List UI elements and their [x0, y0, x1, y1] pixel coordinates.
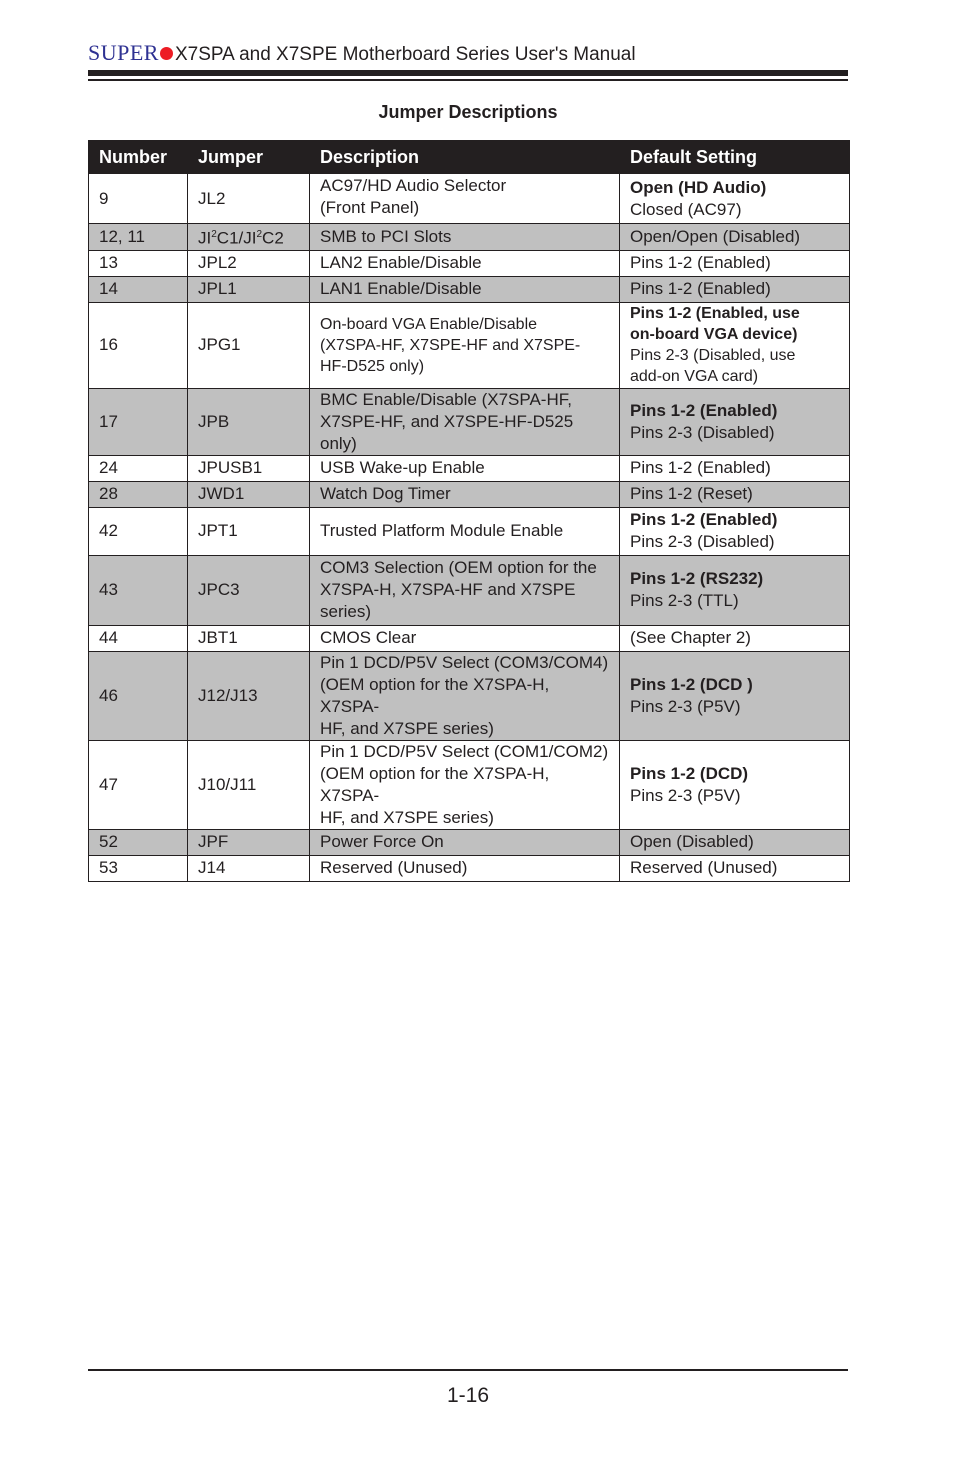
cell-jumper: JPL1	[188, 276, 310, 302]
default-line: Pins 1-2 (DCD )	[630, 674, 753, 694]
table-row	[89, 507, 850, 555]
cell-jumper: J12/J13	[188, 651, 310, 740]
description-line: (Front Panel)	[320, 198, 420, 217]
default-line: Pins 2-3 (Disabled, use	[630, 347, 796, 365]
description-line: series)	[320, 602, 372, 622]
cell-number: 52	[89, 829, 188, 855]
cell-jumper: JPUSB1	[188, 455, 310, 481]
table-row	[89, 481, 850, 507]
footer-rule	[88, 1369, 848, 1371]
default-line: Pins 2-3 (Disabled)	[630, 422, 775, 442]
cell-number: 16	[89, 302, 188, 388]
cell-number: 53	[89, 855, 188, 881]
cell-default: (See Chapter 2)	[620, 625, 850, 651]
cell-description: Power Force On	[310, 829, 620, 855]
column-header-description: Description	[310, 141, 620, 174]
cell-number: 43	[89, 555, 188, 625]
table-row	[89, 625, 850, 651]
table-row	[89, 302, 850, 388]
cell-default: Pins 1-2 (Reset)	[620, 481, 850, 507]
cell-default	[620, 651, 850, 740]
header-rule-thick	[88, 70, 848, 76]
table-row	[89, 276, 850, 302]
default-line: Pins 1-2 (DCD)	[630, 763, 749, 783]
cell-number: 14	[89, 276, 188, 302]
table-row	[89, 829, 850, 855]
table-row	[89, 651, 850, 740]
description-line: X7SPA-H, X7SPA-HF and X7SPE	[320, 580, 576, 600]
cell-description: Reserved (Unused)	[310, 855, 620, 881]
column-header-number: Number	[89, 141, 188, 174]
manual-title: X7SPA and X7SPE Motherboard Series User's Manual	[174, 44, 636, 65]
default-line: Open (HD Audio)	[630, 177, 767, 197]
cell-description	[310, 174, 620, 224]
cell-jumper: JPL2	[188, 250, 310, 276]
cell-default: Open/Open (Disabled)	[620, 224, 850, 251]
cell-description: LAN1 Enable/Disable	[310, 276, 620, 302]
cell-description: USB Wake-up Enable	[310, 455, 620, 481]
cell-jumper	[188, 224, 310, 251]
cell-description	[310, 555, 620, 625]
jumper-table	[88, 140, 850, 882]
cell-jumper: JPG1	[188, 302, 310, 388]
cell-jumper: J10/J11	[188, 740, 310, 829]
cell-default	[620, 174, 850, 224]
cell-default	[620, 388, 850, 455]
cell-description: LAN2 Enable/Disable	[310, 250, 620, 276]
description-line: HF, and X7SPE series)	[320, 807, 494, 827]
cell-description	[310, 302, 620, 388]
page-number: 1-16	[446, 1384, 490, 1407]
cell-jumper: JWD1	[188, 481, 310, 507]
cell-default: Pins 1-2 (Enabled)	[620, 250, 850, 276]
default-line: Pins 1-2 (Enabled)	[630, 400, 778, 420]
cell-description: Trusted Platform Module Enable	[310, 507, 620, 555]
description-line: HF, and X7SPE series)	[320, 718, 494, 738]
default-line: Pins 2-3 (Disabled)	[630, 532, 775, 552]
description-line: AC97/HD Audio Selector	[320, 176, 507, 195]
cell-jumper: JPC3	[188, 555, 310, 625]
cell-jumper: J14	[188, 855, 310, 881]
description-line: BMC Enable/Disable (X7SPA-HF,	[320, 389, 572, 409]
cell-jumper: JPB	[188, 388, 310, 455]
description-line: X7SPE-HF, and X7SPE-HF-D525 only)	[320, 411, 574, 453]
jumper-superscript: 2	[211, 229, 217, 240]
description-line: (OEM option for the X7SPA-H, X7SPA-	[320, 674, 550, 716]
cell-jumper: JPT1	[188, 507, 310, 555]
cell-number: 17	[89, 388, 188, 455]
default-line: Pins 1-2 (Enabled)	[630, 510, 778, 530]
cell-default	[620, 302, 850, 388]
description-line: Pin 1 DCD/P5V Select (COM3/COM4)	[320, 652, 609, 672]
brand-dot-icon	[160, 47, 173, 60]
table-row	[89, 855, 850, 881]
cell-description	[310, 740, 620, 829]
description-line: (X7SPA-HF, X7SPE-HF and X7SPE-	[320, 336, 581, 354]
default-line: Pins 1-2 (Enabled, use	[630, 305, 800, 323]
description-line: HF-D525 only)	[320, 357, 425, 375]
header-rule-thin	[88, 79, 848, 81]
table-row	[89, 555, 850, 625]
cell-description	[310, 388, 620, 455]
jumper-part: C2	[262, 228, 284, 248]
cell-description: CMOS Clear	[310, 625, 620, 651]
default-line: on-board VGA device)	[630, 326, 798, 344]
cell-number: 44	[89, 625, 188, 651]
cell-default: Pins 1-2 (Enabled)	[620, 455, 850, 481]
table-row	[89, 740, 850, 829]
description-line: (OEM option for the X7SPA-H, X7SPA-	[320, 763, 550, 805]
default-line: Pins 1-2 (RS232)	[630, 569, 764, 589]
cell-default	[620, 740, 850, 829]
default-line: Closed (AC97)	[630, 199, 742, 219]
cell-jumper: JL2	[188, 174, 310, 224]
default-line: add-on VGA card)	[630, 368, 759, 386]
brand-logo: SUPER	[88, 40, 159, 65]
column-header-jumper: Jumper	[188, 141, 310, 174]
cell-default: Open (Disabled)	[620, 829, 850, 855]
jumper-superscript: 2	[256, 229, 263, 240]
column-header-default-setting: Default Setting	[620, 141, 850, 174]
cell-number: 28	[89, 481, 188, 507]
cell-number: 13	[89, 250, 188, 276]
cell-default	[620, 555, 850, 625]
cell-default: Pins 1-2 (Enabled)	[620, 276, 850, 302]
cell-jumper: JPF	[188, 829, 310, 855]
cell-jumper: JBT1	[188, 625, 310, 651]
jumper-part: JI	[198, 228, 212, 248]
table-header-row	[89, 141, 850, 174]
cell-description: SMB to PCI Slots	[310, 224, 620, 251]
cell-description	[310, 651, 620, 740]
page-header	[88, 40, 848, 66]
cell-number: 24	[89, 455, 188, 481]
cell-number: 46	[89, 651, 188, 740]
description-line: On-board VGA Enable/Disable	[320, 315, 538, 333]
description-line: COM3 Selection (OEM option for the	[320, 558, 597, 578]
cell-default	[620, 507, 850, 555]
cell-number: 12, 11	[89, 224, 188, 251]
default-line: Pins 2-3 (P5V)	[630, 785, 741, 805]
description-line: Pin 1 DCD/P5V Select (COM1/COM2)	[320, 741, 609, 761]
jumper-part: C1/JI	[216, 228, 257, 248]
table-row	[89, 388, 850, 455]
table-row	[89, 250, 850, 276]
table-row	[89, 224, 850, 251]
cell-description: Watch Dog Timer	[310, 481, 620, 507]
cell-number: 9	[89, 174, 188, 224]
cell-number: 47	[89, 740, 188, 829]
default-line: Pins 2-3 (P5V)	[630, 696, 741, 716]
table-title: Jumper Descriptions	[378, 102, 558, 122]
table-row	[89, 174, 850, 224]
cell-number: 42	[89, 507, 188, 555]
default-line: Pins 2-3 (TTL)	[630, 591, 739, 611]
cell-default: Reserved (Unused)	[620, 855, 850, 881]
table-row	[89, 455, 850, 481]
